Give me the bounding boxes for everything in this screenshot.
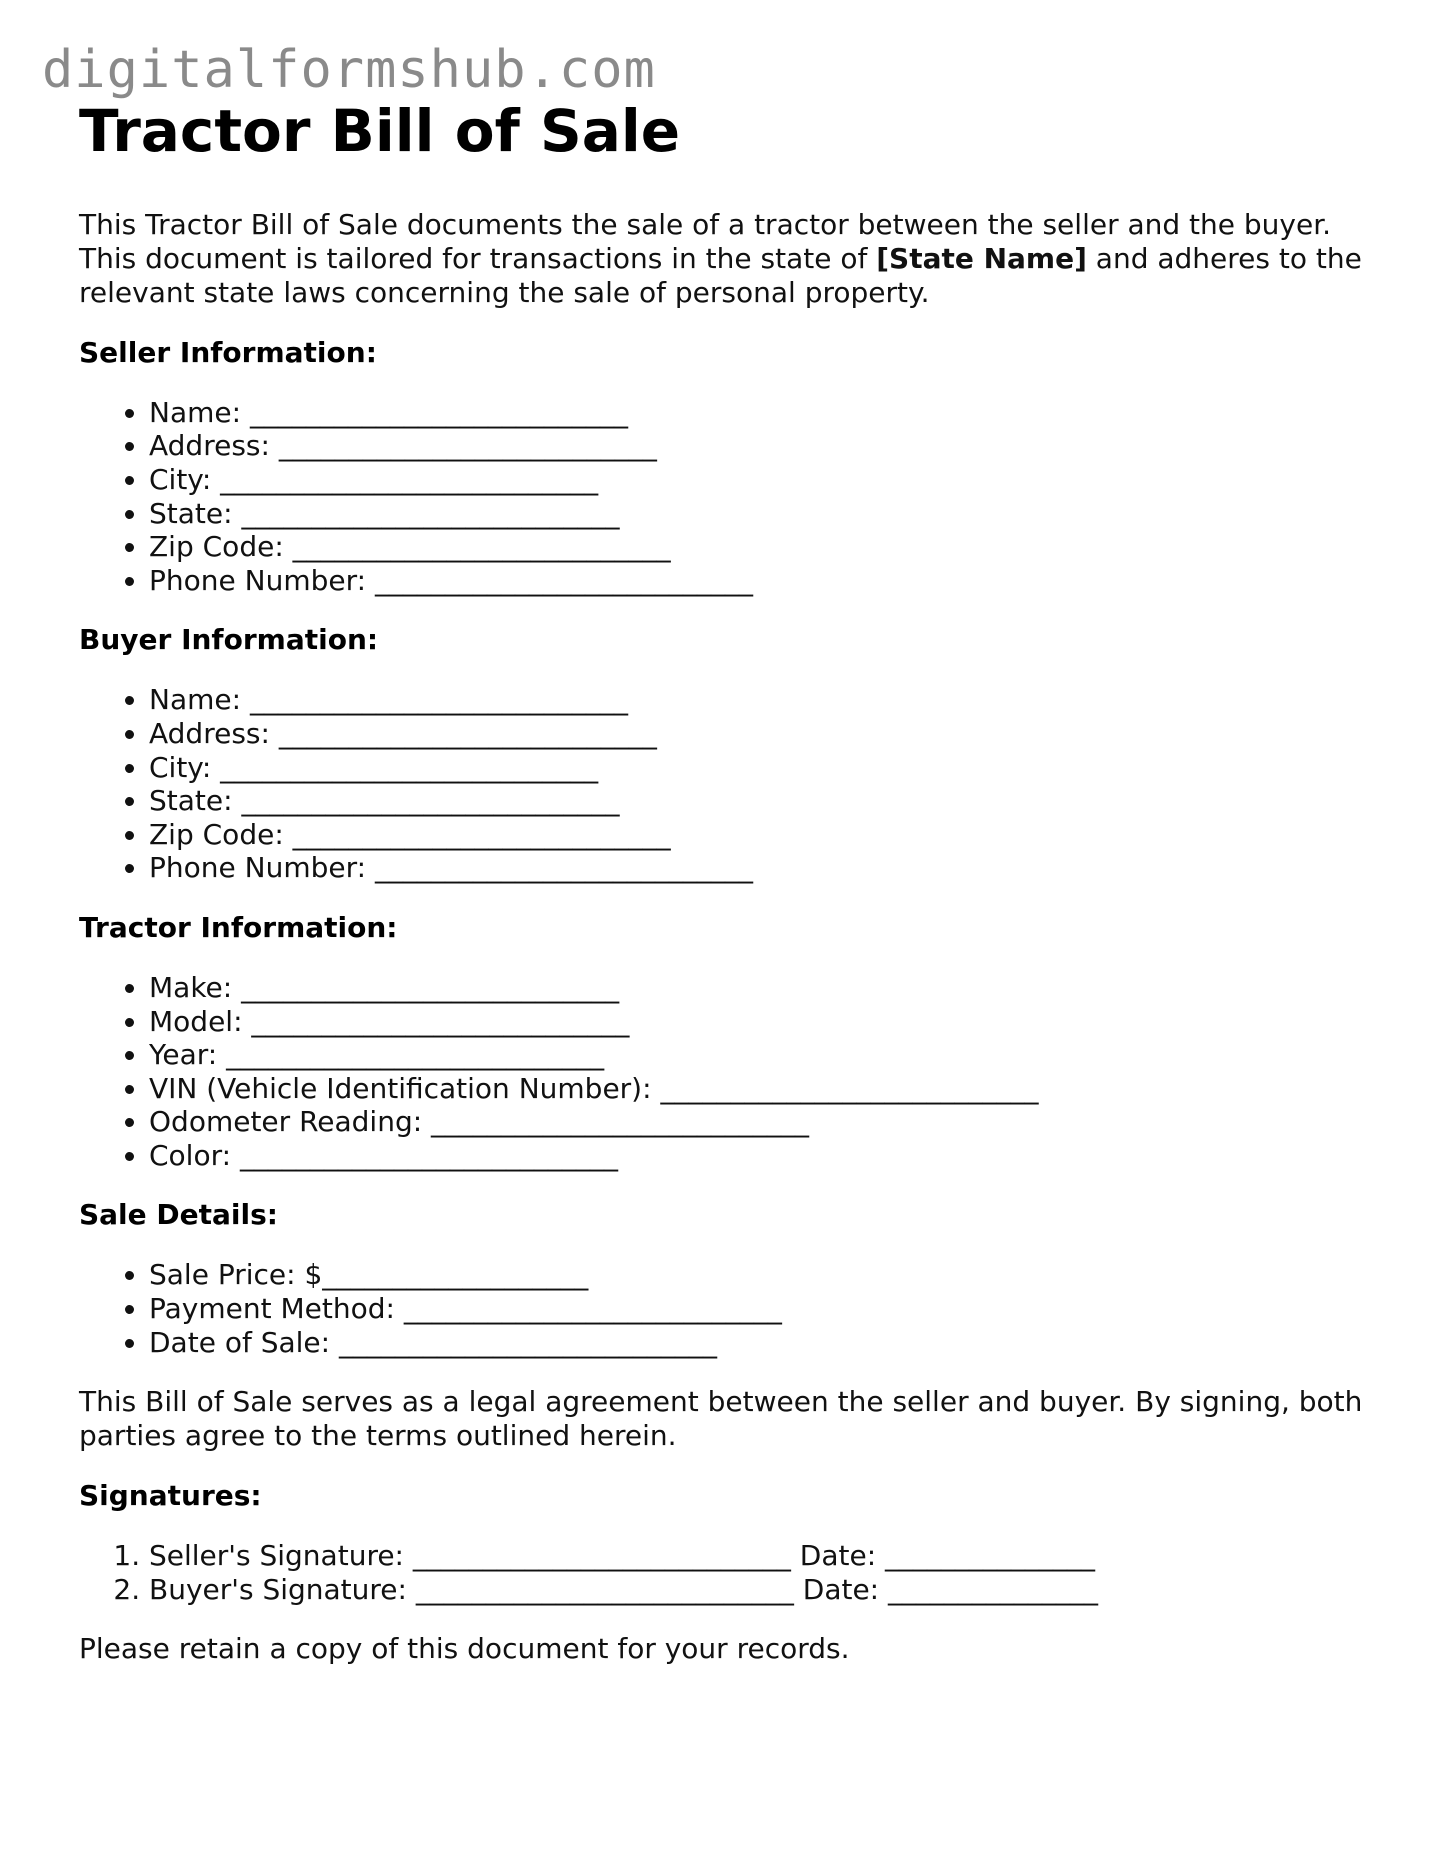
buyer-state-field[interactable]: • State: ___________________________ xyxy=(149,784,1369,818)
seller-address-field[interactable]: • Address: ___________________________ xyxy=(149,429,1369,463)
seller-section-heading: Seller Information: xyxy=(79,335,377,369)
seller-city-field[interactable]: • City: ___________________________ xyxy=(149,463,1369,497)
buyer-phone-field[interactable]: • Phone Number: ___________________________ xyxy=(149,851,1369,885)
tractor-year-field[interactable]: • Year: ___________________________ xyxy=(149,1038,1369,1072)
tractor-make-field[interactable]: • Make: ___________________________ xyxy=(149,971,1369,1005)
tractor-field-list xyxy=(79,971,1369,1173)
buyer-zip-field[interactable]: • Zip Code: ___________________________ xyxy=(149,818,1369,852)
sale-date-field[interactable]: • Date of Sale: ___________________________ xyxy=(149,1326,1369,1360)
tractor-vin-field[interactable]: • VIN (Vehicle Identification Number): ___________________________ xyxy=(149,1072,1369,1106)
buyer-section-heading: Buyer Information: xyxy=(79,623,379,657)
document-body xyxy=(79,97,1369,1666)
agreement-paragraph: This Bill of Sale serves as a legal agreement between the seller and buyer. By signing, both parties agree to the terms outlined herein. xyxy=(79,1385,1363,1453)
state-name-placeholder: [State Name] xyxy=(876,241,1087,275)
sale-price-field[interactable]: • Sale Price: $___________________ xyxy=(149,1258,1369,1292)
buyer-address-field[interactable]: • Address: ___________________________ xyxy=(149,717,1369,751)
intro-paragraph xyxy=(79,208,1369,310)
site-watermark: digitalformshub.com xyxy=(42,40,656,100)
seller-signature-line[interactable]: 1. Seller's Signature: ___________________________ Date: _______________ xyxy=(149,1539,1369,1573)
intro-text-2: and adheres to the relevant state laws concerning the sale of personal property. xyxy=(79,241,1362,309)
closing-note: Please retain a copy of this document for your records. xyxy=(79,1632,850,1666)
buyer-city-field[interactable]: • City: ___________________________ xyxy=(149,751,1369,785)
buyer-field-list xyxy=(79,683,1369,885)
seller-phone-field[interactable]: • Phone Number: ___________________________ xyxy=(149,564,1369,598)
signature-list xyxy=(79,1539,1369,1606)
seller-state-field[interactable]: • State: ___________________________ xyxy=(149,497,1369,531)
payment-method-field[interactable]: • Payment Method: ___________________________ xyxy=(149,1292,1369,1326)
tractor-section-heading: Tractor Information: xyxy=(79,910,398,944)
intro-text-1: This Tractor Bill of Sale documents the sale of a tractor between the seller and the buyer. This document is tailored for transactions in the state of xyxy=(79,207,1332,275)
tractor-color-field[interactable]: • Color: ___________________________ xyxy=(149,1139,1369,1173)
sale-section-heading: Sale Details: xyxy=(79,1198,278,1232)
seller-name-field[interactable]: • Name: ___________________________ xyxy=(149,396,1369,430)
tractor-model-field[interactable]: • Model: ___________________________ xyxy=(149,1005,1369,1039)
buyer-signature-line[interactable]: 2. Buyer's Signature: ___________________________ Date: _______________ xyxy=(149,1573,1369,1607)
signatures-section-heading: Signatures: xyxy=(79,1479,262,1513)
seller-field-list xyxy=(79,396,1369,598)
tractor-odometer-field[interactable]: • Odometer Reading: ___________________________ xyxy=(149,1105,1369,1139)
seller-zip-field[interactable]: • Zip Code: ___________________________ xyxy=(149,530,1369,564)
document-title: Tractor Bill of Sale xyxy=(79,97,681,165)
buyer-name-field[interactable]: • Name: ___________________________ xyxy=(149,683,1369,717)
sale-field-list xyxy=(79,1258,1369,1359)
